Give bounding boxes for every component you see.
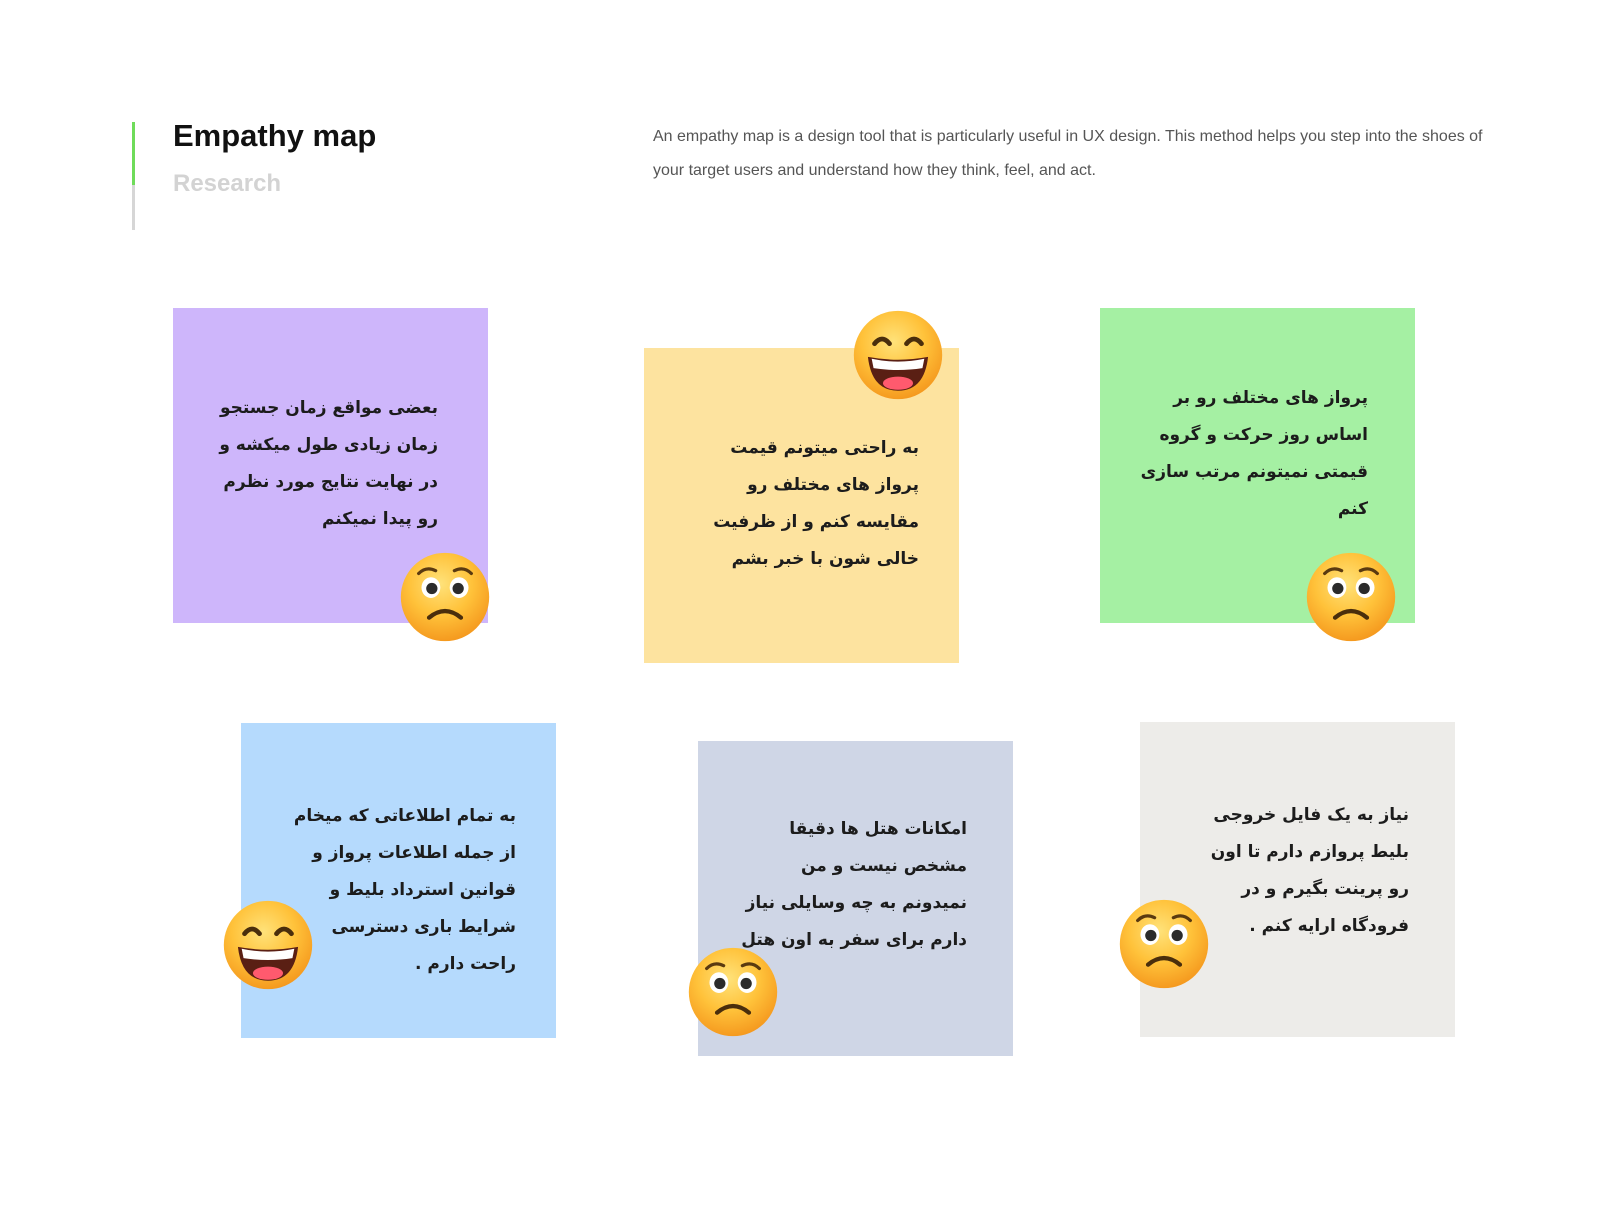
worried-face-icon [398, 550, 492, 644]
header-divider [132, 122, 135, 230]
note-text: به تمام اطلاعاتی که میخام از جمله اطلاعات پرواز و قوانین استرداد بلیط و شرایط باری دسترسی راحت دارم . [293, 806, 516, 974]
note-text: امکانات هتل ها دقیقا مشخص نیست و من نمیدونم به چه وسایلی نیاز دارم برای سفر به اون هتل [741, 819, 967, 950]
note-text: بعضی مواقع زمان جستجو زمان زیادی طول میکشه و در نهایت نتایج مورد نظرم رو پیدا نمیکنم [219, 398, 438, 529]
page-description: An empathy map is a design tool that is particularly useful in UX design. This method helps you step into the shoes of your target users and understand how they think, feel, and act. [653, 128, 1483, 179]
note-text: به راحتی میتونم قیمت پرواز های مختلف رو مقایسه کنم و از ظرفیت خالی شون با خبر بشم [713, 438, 919, 569]
grinning-face-icon [851, 308, 945, 402]
page-title: Empathy map [173, 118, 377, 153]
page-subtitle: Research [173, 170, 282, 197]
note-text: نیاز به یک فایل خروجی بلیط پروازم دارم تا اون رو پرینت بگیرم و در فرودگاه ارایه کنم . [1210, 805, 1409, 936]
worried-face-icon [1117, 897, 1211, 991]
note-text: پرواز های مختلف رو بر اساس روز حرکت و گروه قیمتی نمیتونم مرتب سازی کنم [1140, 388, 1368, 519]
worried-face-icon [1304, 550, 1398, 644]
worried-face-icon [686, 945, 780, 1039]
grinning-face-icon [221, 898, 315, 992]
header-accent-bar [132, 122, 135, 185]
